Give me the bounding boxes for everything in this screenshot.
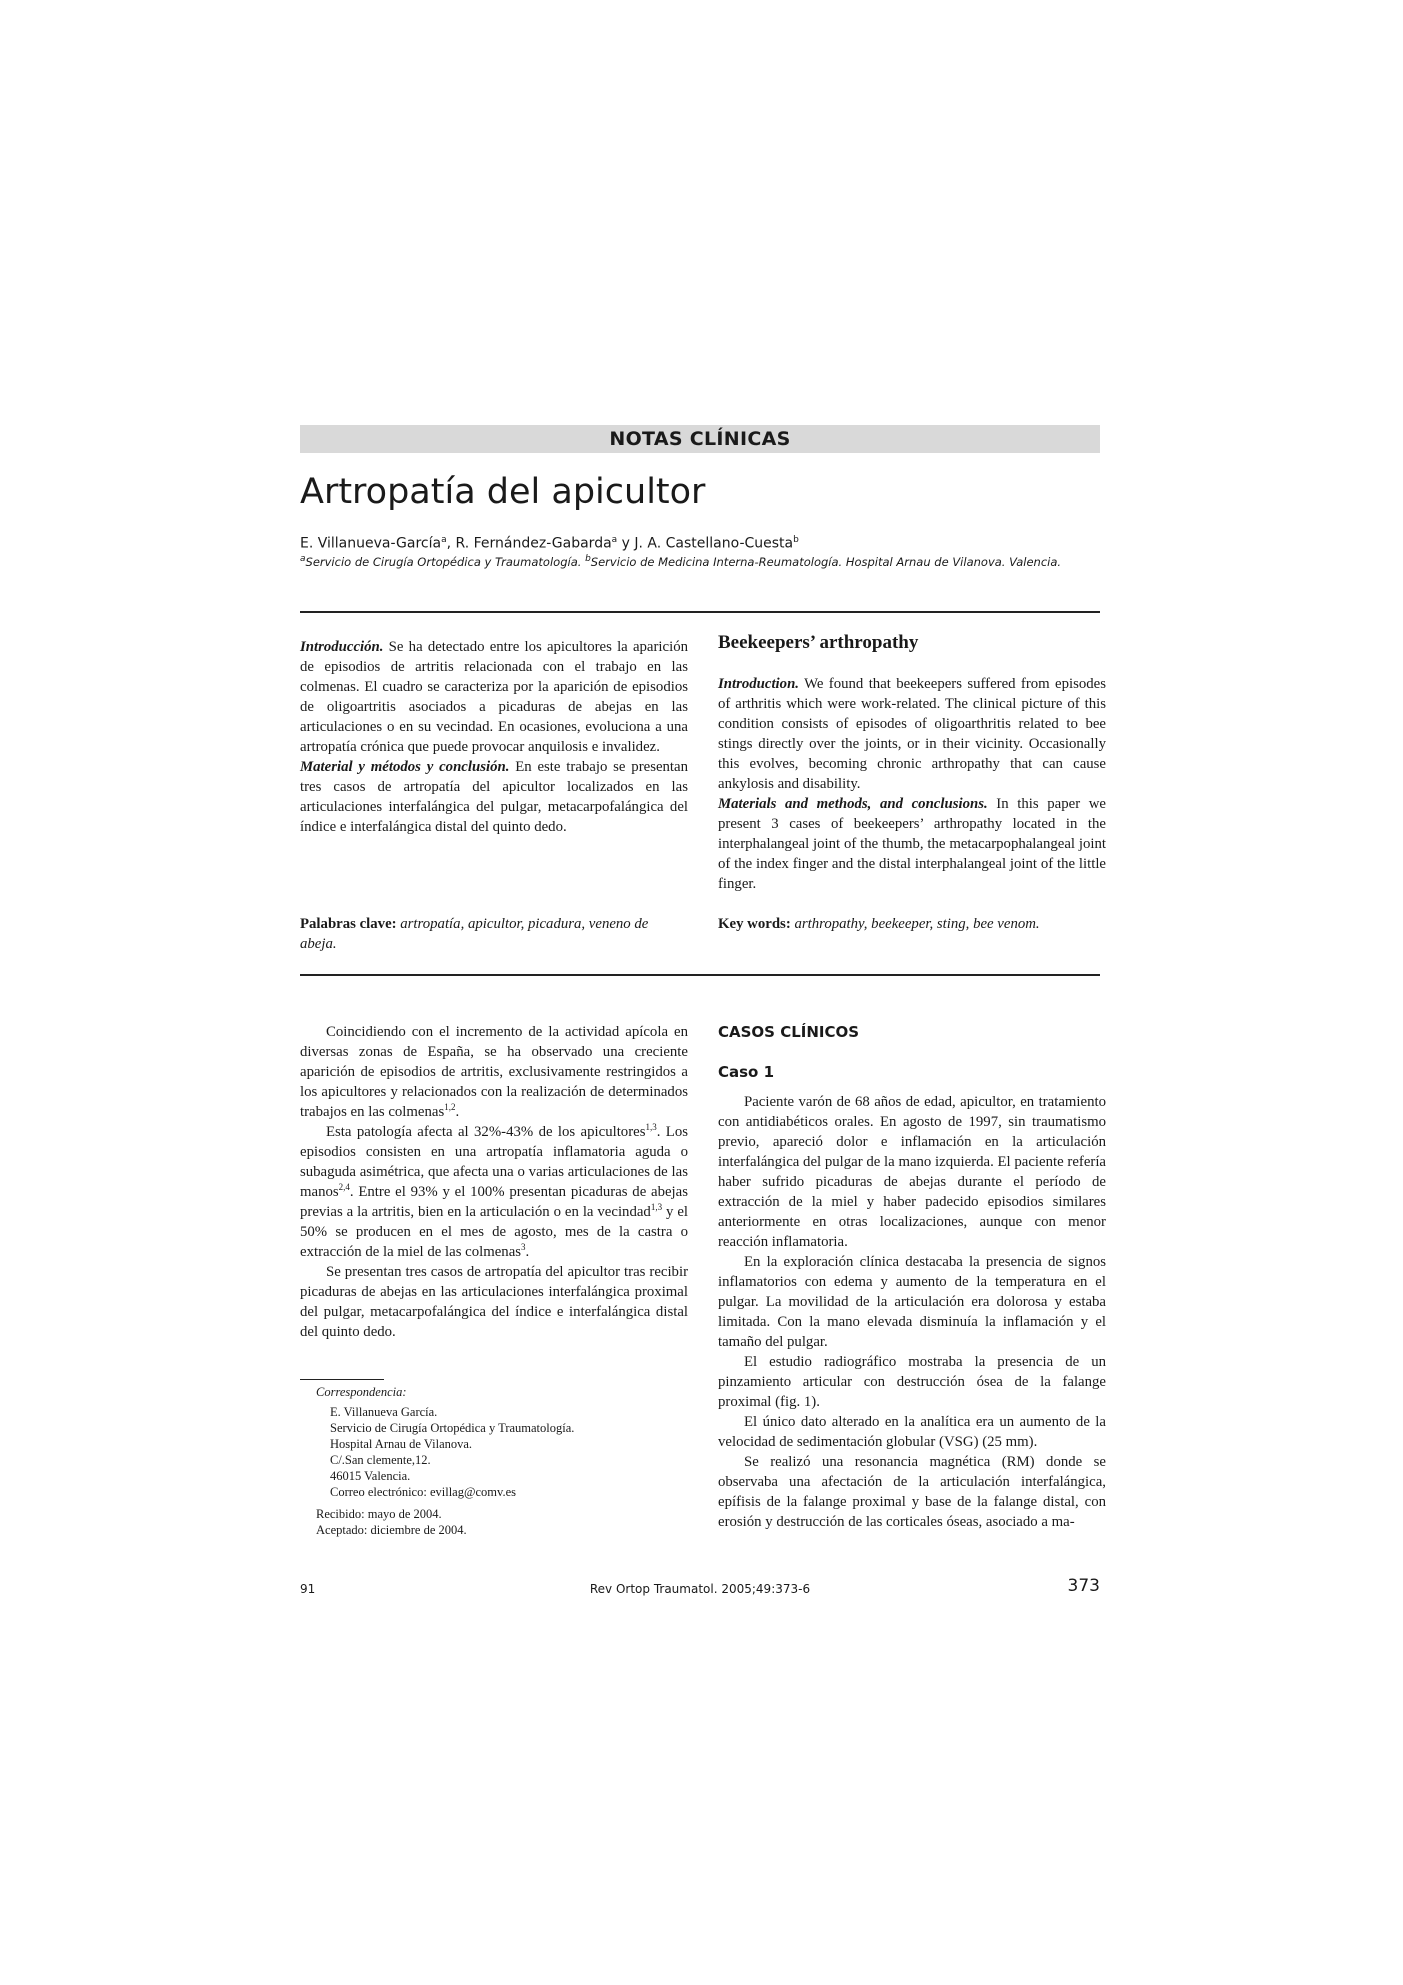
abstract-spanish xyxy=(300,637,688,837)
abstract-methods-label: Materials and methods, and conclusions. xyxy=(718,796,988,812)
author-affiliation-mark: b xyxy=(793,535,799,545)
accepted-date: Aceptado: diciembre de 2004. xyxy=(316,1523,467,1537)
intro-text: . xyxy=(525,1244,530,1260)
intro-text: . xyxy=(455,1104,460,1120)
author-name: E. Villanueva-García xyxy=(300,535,442,552)
abstract-intro-text: Se ha detectado entre los apicultores la aparición de episodios de artritis relacionada con el trabajo en las colmenas. El cuadro se caracteriza por la aparición de episodios de oligoartritis asociados a picaduras de abejas en las articulaciones o en su vecindad. En ocasiones, evoluciona a una artropatía crónica que puede provocar anquilosis e invalidez. xyxy=(300,639,688,755)
author-separator: , xyxy=(446,535,456,552)
case-paragraph: Paciente varón de 68 años de edad, apicultor, en tratamiento con antidiabéticos orales. En agosto de 1997, sin traumatismo previo, apareció dolor e inflamación en la articulación interfalángica del pulgar de la mano izquierda. El paciente refería haber sufrido picaduras de abejas durante el período de extracción de la miel y haber padecido episodios similares anteriormente en otras localizaciones, aunque con menor reacción inflamatoria. xyxy=(718,1094,1106,1250)
abstract-methods-text: In this paper we present 3 cases of beekeepers’ arthropathy located in the interphalangeal joint of the thumb, the metacarpophalangeal joint of the index finger and the distal interphalangeal joint of the little finger. xyxy=(718,796,1106,892)
intro-text: Se presentan tres casos de artropatía del apicultor tras recibir picaduras de abejas en las articulaciones interfalángica proximal del pulgar, metacarpofalángica del índice e interfalángica distal del quinto dedo. xyxy=(300,1264,688,1340)
introduction-column xyxy=(300,1022,688,1342)
keywords-label: Palabras clave: xyxy=(300,916,397,932)
reference-mark: 1,3 xyxy=(645,1122,657,1133)
case-paragraph: Se realizó una resonancia magnética (RM) donde se observaba una afectación de la articulación interfalángica, epífisis de la falange proximal y base de la falange distal, con erosión y destrucción de las corticales óseas, asociado a ma- xyxy=(718,1454,1106,1530)
footnote-rule xyxy=(300,1379,384,1380)
cases-column xyxy=(718,1022,1106,1532)
abstract-english xyxy=(718,674,1106,894)
case-paragraph: En la exploración clínica destacaba la presencia de signos inflamatorios con edema y aumento de la temperatura en el pulgar. La movilidad de la articulación era dolorosa y estaba limitada. Con la mano elevada disminuía la inflamación y el tamaño del pulgar. xyxy=(718,1254,1106,1350)
correspondence-label: Correspondencia: xyxy=(316,1385,407,1399)
author-name: R. Fernández-Gabarda xyxy=(455,535,612,552)
affiliations xyxy=(300,551,1061,570)
abstract-intro-label: Introducción. xyxy=(300,639,384,655)
journal-citation: Rev Ortop Traumatol. 2005;49:373-6 xyxy=(589,1582,811,1596)
affiliation-mark: a xyxy=(300,554,306,564)
intro-text: Esta patología afecta al 32%-43% de los apicultores xyxy=(326,1124,646,1140)
abstract-methods-text: En este trabajo se presentan tres casos de artropatía del apicultor localizados en las articulaciones interfalángica del pulgar, metacarpofalángica del índice e interfalángica distal del quinto dedo. xyxy=(300,759,688,835)
email-line: Correo electrónico: evillag@comv.es xyxy=(330,1485,516,1499)
address-line: Servicio de Cirugía Ortopédica y Traumatología. xyxy=(330,1421,575,1435)
case-1-heading: Caso 1 xyxy=(718,1063,775,1081)
reference-mark: 2,4 xyxy=(338,1182,350,1193)
cases-heading: CASOS CLÍNICOS xyxy=(718,1023,860,1041)
intro-paragraph xyxy=(300,1122,688,1262)
intro-text: . Entre el 93% y el 100% presentan picaduras de abejas previas a la artritis, bien en la articulación o en la vecindad xyxy=(300,1184,688,1220)
article-title: Artropatía del apicultor xyxy=(300,472,706,512)
author-affiliation-mark: a xyxy=(441,535,447,545)
address-line: 46015 Valencia. xyxy=(330,1469,411,1483)
intro-paragraph xyxy=(300,1022,688,1122)
author-name: J. A. Castellano-Cuesta xyxy=(634,535,794,552)
abstract-bottom-rule xyxy=(300,974,1100,976)
correspondence-note xyxy=(316,1384,696,1538)
keywords-label: Key words: xyxy=(718,916,791,932)
article-dates xyxy=(316,1506,696,1538)
keywords-text: artropatía, apicultor, picadura, veneno de abeja. xyxy=(300,916,649,952)
intro-text: Coincidiendo con el incremento de la actividad apícola en diversas zonas de España, se ha observado una creciente aparición de episodios de artritis, exclusivamente restringidos a los apicultores y relacionados con la realización de determinados trabajos en las colmenas xyxy=(300,1024,688,1120)
abstract-top-rule xyxy=(300,611,1100,613)
address-line: E. Villanueva García. xyxy=(330,1405,438,1419)
author-affiliation-mark: a xyxy=(611,535,618,545)
intro-text: . Los episodios consisten en una artropatía inflamatoria aguda o subaguda asimétrica, que afecta una o varias articulaciones de las manos xyxy=(300,1124,688,1200)
abstract-intro-text: We found that beekeepers suffered from episodes of arthritis which were work-related. The clinical picture of this condition consists of episodes of oligoarthritis related to bee stings directly over the joints, or in their vicinity. Occasionally this evolves, becoming chronic arthropathy that can cause ankylosis and disability. xyxy=(718,676,1106,792)
abstract-methods-label: Material y métodos y conclusión. xyxy=(300,759,510,775)
page-number: 373 xyxy=(1067,1576,1100,1596)
case-paragraph: El estudio radiográfico mostraba la presencia de un pinzamiento articular con destrucción ósea de la falange proximal (fig. 1). xyxy=(718,1354,1106,1410)
keywords-text: arthropathy, beekeeper, sting, bee venom. xyxy=(790,916,1040,932)
address-line: C/.San clemente,12. xyxy=(330,1453,431,1467)
affiliation-text: Servicio de Medicina Interna-Reumatología. Hospital Arnau de Vilanova. Valencia. xyxy=(590,554,1062,569)
section-label: NOTAS CLÍNICAS xyxy=(609,428,791,450)
sequential-page-number: 91 xyxy=(300,1582,316,1596)
reference-mark: 3 xyxy=(521,1242,526,1253)
reference-mark: 1,2 xyxy=(444,1102,456,1113)
affiliation-mark: b xyxy=(585,554,591,564)
abstract-intro-label: Introduction. xyxy=(718,676,799,692)
affiliation-text: Servicio de Cirugía Ortopédica y Traumatología. xyxy=(305,554,586,569)
intro-paragraph xyxy=(300,1262,688,1342)
intro-text: y el 50% se producen en el mes de agosto, mes de la castra o extracción de la miel de las colmenas xyxy=(300,1204,688,1260)
received-date: Recibido: mayo de 2004. xyxy=(316,1507,442,1521)
case-paragraph: El único dato alterado en la analítica era un aumento de la velocidad de sedimentación globular (VSG) (25 mm). xyxy=(718,1414,1106,1450)
correspondence-address xyxy=(316,1404,696,1500)
abstract-english-title: Beekeepers’ arthropathy xyxy=(718,632,919,653)
reference-mark: 1,3 xyxy=(650,1202,663,1213)
keywords-english xyxy=(718,914,1106,934)
address-line: Hospital Arnau de Vilanova. xyxy=(330,1437,473,1451)
author-separator: y xyxy=(617,535,635,552)
section-band xyxy=(300,425,1100,453)
keywords-spanish xyxy=(300,914,688,954)
